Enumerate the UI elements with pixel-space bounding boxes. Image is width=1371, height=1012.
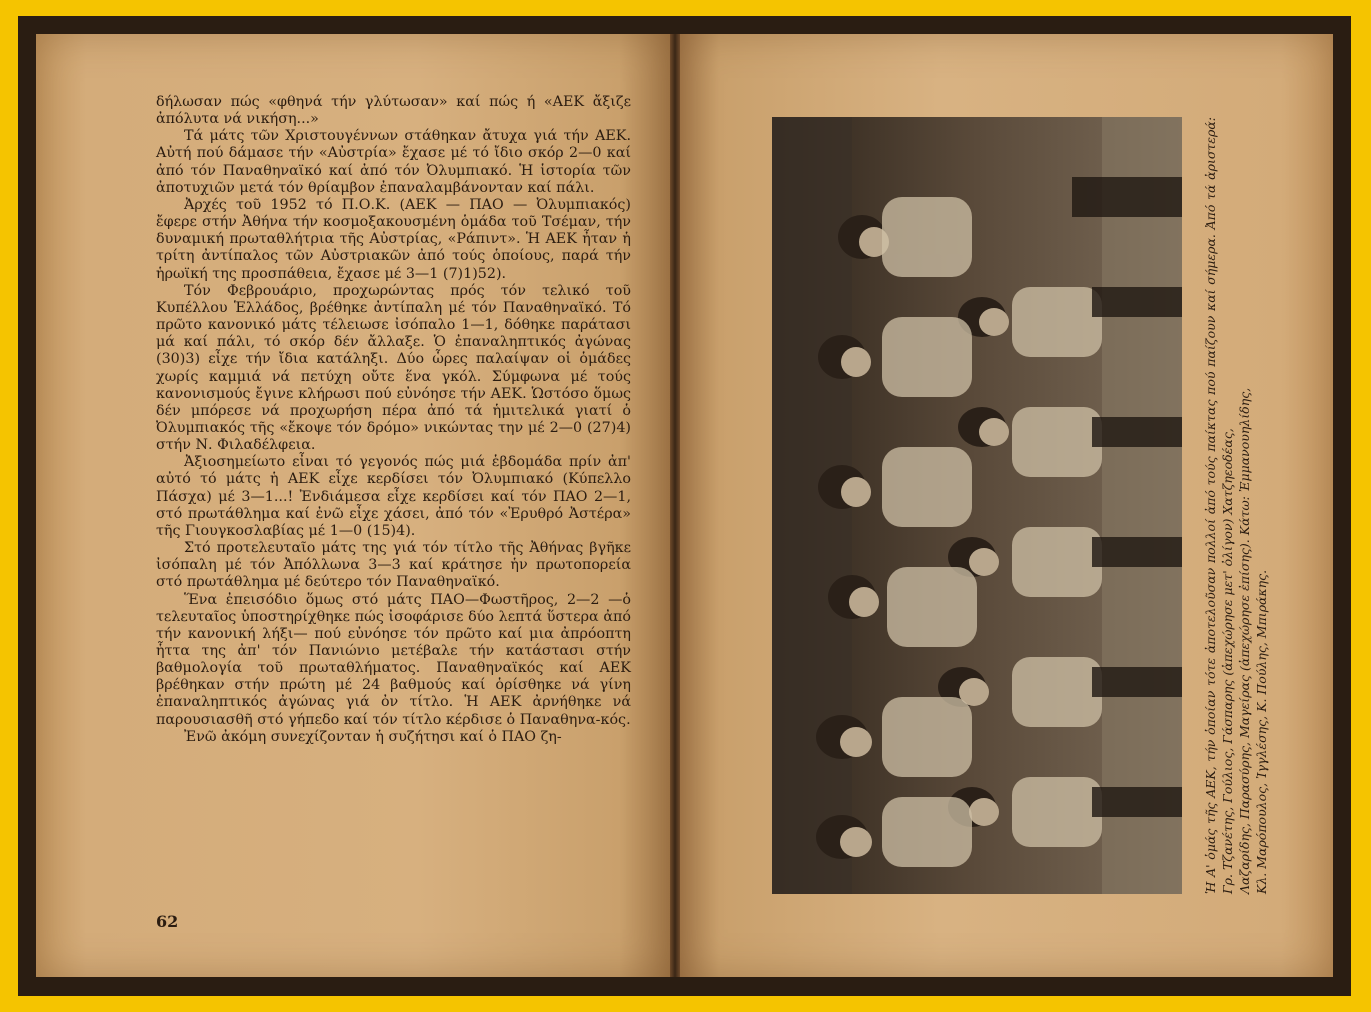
caption-line: Ἡ Α' ὁμάς τῆς ΑΕΚ, τήν ὁποίαν τότε ἀποτελοῦσαν πολλοί ἀπό τούς παίκτας πού παίζουν καί σήμερα. Ἀπό τά ἀριστερά: Γρ. Τζανέτης, Γούλιος, Γάσπαρης (ἀπεχώρησε μετ' ὀλίγον) Χατζηεοδέας, [1203, 117, 1235, 894]
paragraph: δήλωσαν πώς «φθηνά τήν γλύτωσαν» καί πώς ή «ΑΕΚ ἄξιζε ἀπόλυτα νά νικήση...» [156, 94, 631, 128]
caption-line: Κλ. Μαρόπουλος, Ἰγγλέσης, Κ. Πούλης, Μπιράκης. [1254, 569, 1269, 894]
paragraph: Ἕνα ἐπεισόδιο ὅμως στό μάτς ΠΑΟ—Φωστῆρος, 2—2 —ὁ τελευταῖος ὑποστηρίχθηκε πώς ἰσοφάρισε δύο λεπτά ὕστερα ἀπό τήν κανονική λήξι— πού εὐνόησε τόν πρῶτο καί μια ἀπρόοπτη ἧττα της ἀπ' τόν Πανιώνιο μετέβαλε τήν κατάστασι στήν βαθμολογία τοῦ πρωταθλήματος. Παναθηναϊκός καί ΑΕΚ βρέθηκαν στήν πρώτη μέ 24 βαθμούς καί ὁρίσθηκε νά γίνη ἐπαναληπτικός ἀγώνας γιά ὀν τίτλο. Ἡ ΑΕΚ ἀρνήθηκε νά παρουσιασθῆ στό γήπεδο καί τόν τίτλο κέρδισε ὁ Παναθηνα-κός. [156, 591, 631, 728]
paragraph: Στό προτελευταῖο μάτς της γιά τόν τίτλο τῆς Ἀθήνας βγῆκε ἰσόπαλη μέ τόν Ἀπόλλωνα 3—3 καί κράτησε ἡν πρωτοπορεία στό πρωτάθλημα μέ δεύτερο τόν Παναθηναϊκό. [156, 540, 631, 591]
paragraph: Ἀρχές τοῦ 1952 τό Π.Ο.Κ. (ΑΕΚ — ΠΑΟ — Ὀλυμπιακός) ἔφερε στήν Ἀθήνα τήν κοσμοξακουσμένη ὁμάδα τοῦ Τσέμαν, τήν δυναμική πρωταθλήτρια τῆς Αὐστρίας, «Ράπιντ». Ἡ ΑΕΚ ἦταν ἡ τρίτη ἀντίπαλος τῶν Αὐστριακῶν ἀπό τούς ὁποίους, παρά τήν ἡρωϊκή της προσπάθεια, ἔχασε μέ 3—1 (7)1)52). [156, 196, 631, 282]
left-page [36, 34, 670, 977]
page-number: 62 [156, 912, 179, 931]
caption-line: Λαζαρίδης, Παρασύρης, Μαγείρας (ἀπεχώρησε ἐπίσης). Κάτω: Ἐμμανουηλίδης, [1237, 387, 1252, 894]
team-photo [772, 117, 1182, 894]
photo-caption [1202, 117, 1312, 894]
paragraph: Τά μάτς τῶν Χριστουγέννων στάθηκαν ἄτυχα γιά τήν ΑΕΚ. Αὐτή πού δάμασε τήν «Αὐστρία» ἔχασε μέ τό ἴδιο σκόρ 2—0 καί ἀπό τόν Παναθηναϊκό καί ἀπό τόν Ὀλυμπιακό. Ἡ ἱστορία τῶν ἀποτυχιῶν μετά τόν θρίαμβον ἐπαναλαμβάνονταν καί πάλι. [156, 128, 631, 196]
right-page [680, 34, 1333, 977]
team-photo-image [772, 117, 1182, 894]
left-page-text [156, 94, 631, 746]
book-spread-frame [18, 16, 1351, 996]
paragraph: Ἐνῶ ἀκόμη συνεχίζονταν ἡ συζήτησι καί ὁ ΠΑΟ ζη- [184, 728, 562, 745]
book-gutter [670, 34, 680, 977]
paragraph: Τόν Φεβρουάριο, προχωρώντας πρός τόν τελικό τοῦ Κυπέλλου Ἑλλάδος, βρέθηκε ἀντίπαλη μέ τόν Παναθηναϊκό. Τό πρῶτο κανονικό μάτς τέλειωσε ἰσόπαλο 1—1, δόθηκε παράτασι μά καί πάλι, τό σκόρ δέν ἄλλαξε. Ὁ ἐπαναληπτικός ἀγώνας (30)3) εἶχε τήν ἴδια κατάληξι. Δύο ὧρες παλαίψαν οἱ ὁμάδες χωρίς καμμιά νά πετύχη οὔτε ἕνα γκόλ. Σύμφωνα μέ τούς κανονισμούς ἔγινε κλήρωσι πού εὐνόησε τήν ΑΕΚ. Ὡστόσο ὅμως δέν μπόρεσε νά προχωρήση πέρα ἀπό τά ἡμιτελικά γιατί ὁ Ὀλυμπιακός τῆς «ἔκοψε τόν δρόμο» νικώντας την μέ 2—0 (27)4) στήν Ν. Φιλαδέλφεια. [156, 282, 631, 454]
paragraph: Ἀξιοσημείωτο εἶναι τό γεγονός πώς μιά ἑβδομάδα πρίν ἀπ' αὐτό τό μάτς ἡ ΑΕΚ εἶχε κερδίσει τόν Ὀλυμπιακό (Κύπελλο Πάσχα) μέ 3—1...! Ἐνδιάμεσα εἶχε κερδίσει καί τόν ΠΑΟ 2—1, στό πρωτάθλημα καί ἐνῶ εἶχε χάσει, ἀπό τόν «Ἐρυθρό Ἀστέρα» τῆς Γιουγκοσλαβίας μέ 1—0 (15)4). [156, 454, 631, 539]
